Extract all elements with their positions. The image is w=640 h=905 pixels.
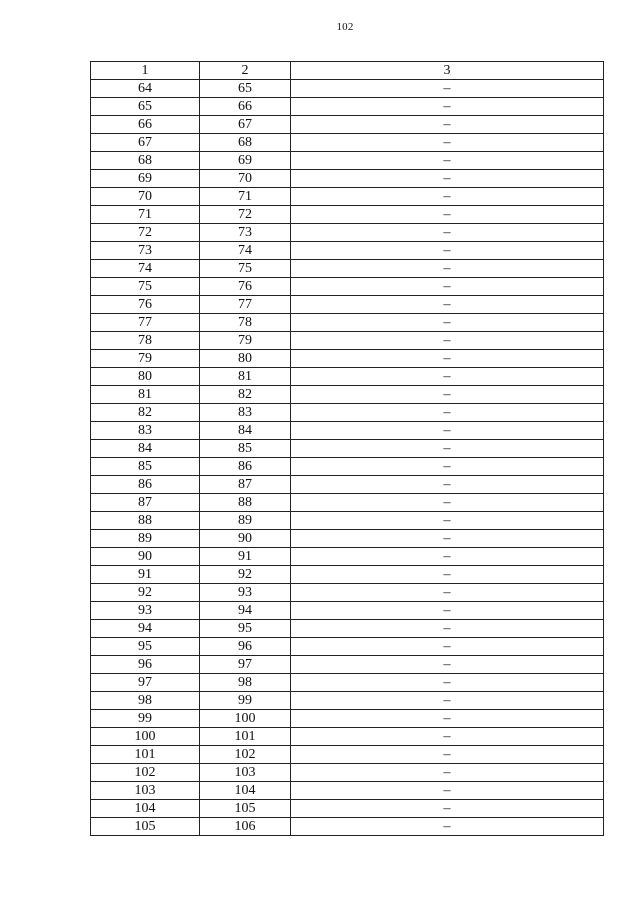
table-row [91,368,604,386]
table-cell-col-3: – [291,584,604,602]
table-row [91,80,604,98]
table-cell-col-2: 82 [200,386,291,404]
table-row [91,332,604,350]
table-cell-col-1: 99 [91,710,200,728]
table-cell-col-2: 93 [200,584,291,602]
table-cell-col-2: 75 [200,260,291,278]
table-cell-col-3: – [291,674,604,692]
table-row [91,98,604,116]
table-cell-col-2: 69 [200,152,291,170]
table-cell-col-3: – [291,242,604,260]
table-row [91,638,604,656]
table-cell-col-3: – [291,746,604,764]
table-cell-col-2: 95 [200,620,291,638]
table-cell-col-3: – [291,692,604,710]
table-cell-col-2: 100 [200,710,291,728]
table-cell-col-2: 92 [200,566,291,584]
table-cell-col-1: 95 [91,638,200,656]
table-cell-col-3: – [291,116,604,134]
table-row [91,692,604,710]
table-cell-col-2: 66 [200,98,291,116]
page-number: 102 [336,21,354,33]
table-cell-col-2: 91 [200,548,291,566]
table-cell-col-1: 86 [91,476,200,494]
table-cell-col-3: – [291,656,604,674]
table-cell-col-1: 79 [91,350,200,368]
column-header-2: 2 [200,62,291,80]
table-cell-col-3: – [291,260,604,278]
table-row [91,494,604,512]
table-cell-col-3: – [291,566,604,584]
table-cell-col-3: – [291,224,604,242]
table-cell-col-2: 89 [200,512,291,530]
table-row [91,800,604,818]
table-cell-col-2: 86 [200,458,291,476]
table-cell-col-1: 64 [91,80,200,98]
table-cell-col-2: 77 [200,296,291,314]
table-row [91,764,604,782]
table-cell-col-1: 90 [91,548,200,566]
table-row [91,134,604,152]
table-cell-col-3: – [291,152,604,170]
table-cell-col-1: 97 [91,674,200,692]
table-cell-col-1: 82 [91,404,200,422]
table-cell-col-1: 80 [91,368,200,386]
table-cell-col-2: 67 [200,116,291,134]
table-cell-col-3: – [291,548,604,566]
table-row [91,512,604,530]
table-cell-col-3: – [291,332,604,350]
table-row [91,476,604,494]
table-cell-col-1: 102 [91,764,200,782]
table-cell-col-1: 81 [91,386,200,404]
table-cell-col-3: – [291,638,604,656]
table-cell-col-1: 83 [91,422,200,440]
table-row [91,350,604,368]
table-cell-col-2: 99 [200,692,291,710]
table-cell-col-3: – [291,458,604,476]
table-cell-col-1: 68 [91,152,200,170]
table-cell-col-3: – [291,764,604,782]
table-cell-col-2: 103 [200,764,291,782]
table-cell-col-3: – [291,422,604,440]
table-cell-col-3: – [291,188,604,206]
table-cell-col-2: 101 [200,728,291,746]
table-cell-col-2: 79 [200,332,291,350]
table-cell-col-2: 72 [200,206,291,224]
table-cell-col-3: – [291,170,604,188]
table-cell-col-2: 87 [200,476,291,494]
table-cell-col-2: 65 [200,80,291,98]
table-cell-col-1: 94 [91,620,200,638]
table-cell-col-1: 66 [91,116,200,134]
table-header [91,62,604,80]
header-row [91,62,604,80]
column-header-3: 3 [291,62,604,80]
table-row [91,188,604,206]
table-cell-col-2: 94 [200,602,291,620]
table-cell-col-1: 75 [91,278,200,296]
table-cell-col-1: 96 [91,656,200,674]
table-cell-col-1: 72 [91,224,200,242]
table-cell-col-1: 70 [91,188,200,206]
table-cell-col-2: 96 [200,638,291,656]
table-cell-col-2: 97 [200,656,291,674]
table-row [91,620,604,638]
table-cell-col-2: 83 [200,404,291,422]
table-cell-col-3: – [291,80,604,98]
table-row [91,548,604,566]
table-cell-col-2: 76 [200,278,291,296]
table-cell-col-3: – [291,368,604,386]
table-row [91,170,604,188]
table-row [91,602,604,620]
table-cell-col-2: 104 [200,782,291,800]
table-row [91,458,604,476]
table-row [91,278,604,296]
table-cell-col-2: 74 [200,242,291,260]
table-cell-col-2: 78 [200,314,291,332]
column-header-1: 1 [91,62,200,80]
table-row [91,440,604,458]
table-cell-col-1: 77 [91,314,200,332]
table-cell-col-3: – [291,206,604,224]
table-cell-col-1: 93 [91,602,200,620]
table-cell-col-3: – [291,818,604,836]
table-body [91,80,604,836]
table-row [91,746,604,764]
table-row [91,530,604,548]
table-cell-col-3: – [291,350,604,368]
table-row [91,386,604,404]
table-cell-col-2: 73 [200,224,291,242]
table-row [91,296,604,314]
table-cell-col-3: – [291,440,604,458]
table-cell-col-3: – [291,530,604,548]
table-row [91,728,604,746]
table-cell-col-1: 89 [91,530,200,548]
table-row [91,818,604,836]
table-row [91,422,604,440]
table-cell-col-3: – [291,620,604,638]
table-cell-col-1: 100 [91,728,200,746]
table-row [91,710,604,728]
table-row [91,782,604,800]
table-cell-col-3: – [291,512,604,530]
table-cell-col-2: 105 [200,800,291,818]
table-cell-col-1: 87 [91,494,200,512]
table-cell-col-3: – [291,98,604,116]
table-row [91,584,604,602]
table-row [91,566,604,584]
table-cell-col-2: 85 [200,440,291,458]
table-row [91,656,604,674]
table-row [91,314,604,332]
table-cell-col-1: 101 [91,746,200,764]
table-cell-col-1: 92 [91,584,200,602]
table-row [91,152,604,170]
table-cell-col-2: 68 [200,134,291,152]
table-cell-col-3: – [291,296,604,314]
table-row [91,116,604,134]
table-cell-col-2: 81 [200,368,291,386]
table-row [91,224,604,242]
table-cell-col-1: 69 [91,170,200,188]
table-cell-col-3: – [291,710,604,728]
table-cell-col-2: 71 [200,188,291,206]
table-cell-col-3: – [291,134,604,152]
table-cell-col-3: – [291,800,604,818]
table-cell-col-1: 84 [91,440,200,458]
table-cell-col-2: 102 [200,746,291,764]
data-table [90,61,604,836]
table-row [91,242,604,260]
table-cell-col-2: 70 [200,170,291,188]
table-cell-col-3: – [291,404,604,422]
table-cell-col-1: 88 [91,512,200,530]
table-row [91,206,604,224]
table-cell-col-3: – [291,278,604,296]
table-cell-col-1: 85 [91,458,200,476]
table-cell-col-1: 73 [91,242,200,260]
table-cell-col-3: – [291,476,604,494]
table-cell-col-2: 88 [200,494,291,512]
table-cell-col-1: 74 [91,260,200,278]
table-cell-col-1: 71 [91,206,200,224]
table-cell-col-1: 65 [91,98,200,116]
table-row [91,260,604,278]
table-row [91,404,604,422]
table-cell-col-1: 76 [91,296,200,314]
table-cell-col-3: – [291,314,604,332]
table-cell-col-1: 78 [91,332,200,350]
table-cell-col-1: 105 [91,818,200,836]
table-cell-col-2: 80 [200,350,291,368]
table-cell-col-3: – [291,782,604,800]
table-cell-col-2: 98 [200,674,291,692]
table-cell-col-3: – [291,494,604,512]
table-cell-col-3: – [291,386,604,404]
table-cell-col-3: – [291,602,604,620]
table-cell-col-1: 91 [91,566,200,584]
table-cell-col-2: 106 [200,818,291,836]
table-cell-col-1: 104 [91,800,200,818]
table-cell-col-1: 67 [91,134,200,152]
table-cell-col-3: – [291,728,604,746]
table-cell-col-1: 98 [91,692,200,710]
table-cell-col-2: 84 [200,422,291,440]
table-cell-col-1: 103 [91,782,200,800]
table-cell-col-2: 90 [200,530,291,548]
table-row [91,674,604,692]
